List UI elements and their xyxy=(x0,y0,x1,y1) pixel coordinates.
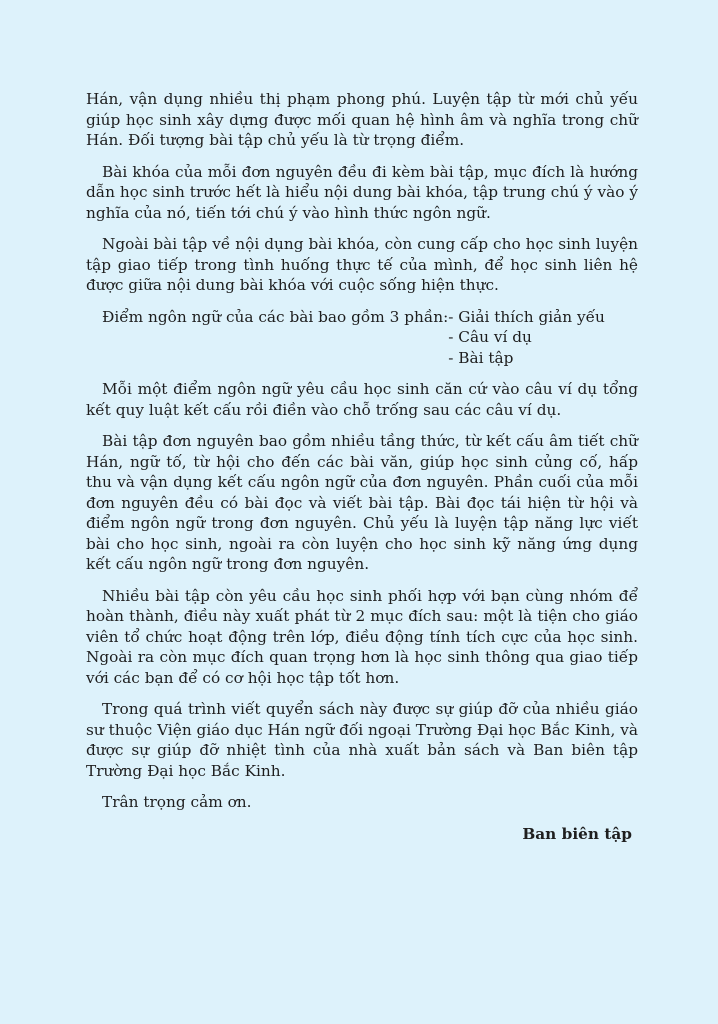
paragraph-communication-practice: Ngoài bài tập về nội dụng bài khóa, còn cung cấp cho học sinh luyện tập giao tiếp trong tình huống thực tế của mình, để học sinh liên hệ được giữa nội dung bài khóa với cuộc sống hiện thực. xyxy=(86,235,638,294)
language-point-item: - Câu ví dụ xyxy=(448,328,532,346)
language-point-item: - Bài tập xyxy=(448,348,514,367)
signature-editorial-board: Ban biên tập xyxy=(522,824,632,843)
paragraph-thanks: Trân trọng cảm ơn. xyxy=(102,793,252,811)
paragraph-language-point-exercise: Mỗi một điểm ngôn ngữ yêu cầu học sinh căn cứ vào câu ví dụ tổng kết quy luật kết cấu rồi điền vào chỗ trống sau các câu ví dụ. xyxy=(86,380,638,419)
language-points-list xyxy=(448,307,638,369)
language-points-intro: Điểm ngôn ngữ của các bài bao gồm 3 phần: xyxy=(102,307,449,326)
paragraph-intro-continuation: Hán, vận dụng nhiều thị phạm phong phú. Luyện tập từ mới chủ yếu giúp học sinh xây dựng được mối quan hệ hình âm và nghĩa trong chữ Hán. Đối tượng bài tập chủ yếu là từ trọng điểm. xyxy=(86,90,638,149)
paragraph-group-work: Nhiều bài tập còn yêu cầu học sinh phối hợp với bạn cùng nhóm để hoàn thành, điều này xuất phát từ 2 mục đích sau: một là tiện cho giáo viên tổ chức hoạt động trên lớp, điều động tính tích cực của học sinh. Ngoài ra còn mục đích quan trọng hơn là học sinh thông qua giao tiếp với các bạn để có cơ hội học tập tốt hơn. xyxy=(86,586,638,687)
paragraph-unit-exercises: Bài tập đơn nguyên bao gồm nhiều tầng thức, từ kết cấu âm tiết chữ Hán, ngữ tố, từ hội cho đến các bài văn, giúp học sinh củng cố, hấp thu và vận dụng kết cấu ngôn ngữ của đơn nguyên. Phần cuối của mỗi đơn nguyên đều có bài đọc và viết bài tập. Bài đọc tái hiện từ hội và điểm ngôn ngữ trong đơn nguyên. Chủ yếu là luyện tập năng lực viết bài cho học sinh, ngoài ra còn luyện cho học sinh kỹ năng ứng dụng kết cấu ngôn ngữ trong đơn nguyên. xyxy=(86,432,638,573)
document-body xyxy=(86,89,638,844)
language-point-item: - Giải thích giản yếu xyxy=(448,307,605,326)
paragraph-text-exercises: Bài khóa của mỗi đơn nguyên đều đi kèm bài tập, mục đích là hướng dẫn học sinh trước hết là hiểu nội dung bài khóa, tập trung chú ý vào ý nghĩa của nó, tiến tới chú ý vào hình thức ngôn ngữ. xyxy=(86,162,638,222)
paragraph-acknowledgements: Trong quá trình viết quyển sách này được sự giúp đỡ của nhiều giáo sư thuộc Viện giáo dục Hán ngữ đối ngoại Trường Đại học Bắc Kinh, và được sự giúp đỡ nhiệt tình của nhà xuất bản sách và Ban biên tập Trường Đại học Bắc Kinh. xyxy=(86,700,638,780)
language-points-section xyxy=(86,307,638,369)
